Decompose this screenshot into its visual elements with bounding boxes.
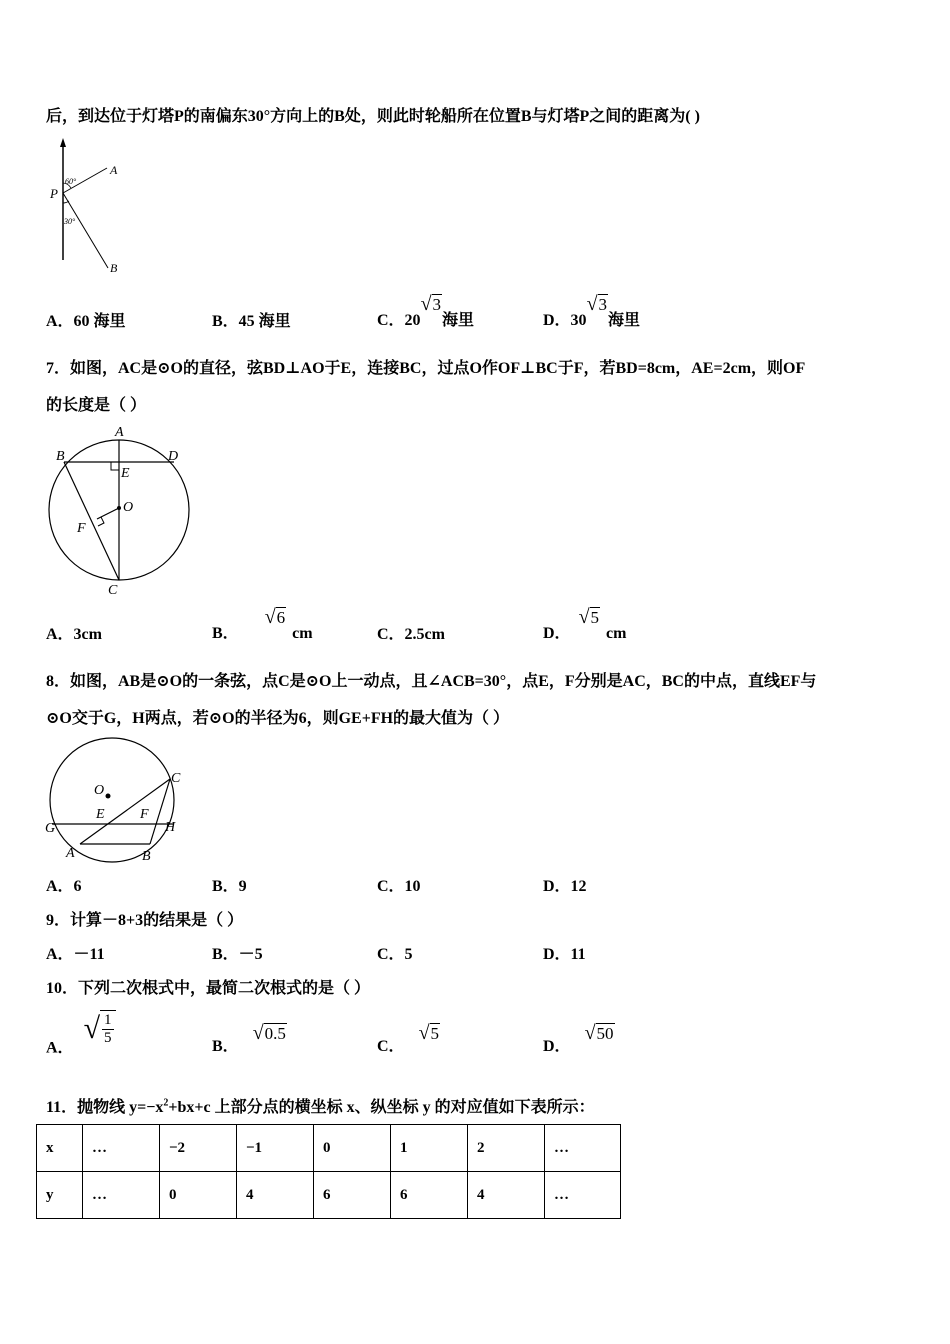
q10-option-a-sqrt: √ $\frac{1}{5}$ — [84, 1010, 116, 1048]
q6-option-c-prefix: C．20 — [377, 312, 421, 329]
table-row — [37, 1125, 621, 1172]
q8-option-a[interactable]: A．6 — [46, 878, 82, 895]
q7-option-b-unit: cm — [292, 625, 313, 642]
q10-option-a[interactable] — [46, 1010, 116, 1058]
q7-label-B: B — [56, 449, 65, 464]
q11-text-sup: 2 — [163, 1097, 169, 1109]
q7-option-d-radicand: 5 — [590, 608, 600, 627]
q8-text-line1: 8．如图，AB是⊙O的一条弦，点C是⊙O上一动点，且∠ACB=30°，点E，F分别是AC，BC的中点，直线EF与 — [46, 673, 817, 690]
q8-label-F: F — [140, 807, 149, 822]
q6-label-angle2: 30° — [64, 217, 76, 226]
q10-option-d[interactable] — [543, 1022, 615, 1056]
q10-option-d-sqrt: √50 — [584, 1022, 614, 1044]
q6-option-d-unit: 海里 — [608, 312, 641, 329]
q7-option-c[interactable]: C．2.5cm — [377, 626, 445, 643]
table-cell: … — [545, 1125, 621, 1172]
q6-label-P: P — [50, 186, 58, 201]
q7-option-d-unit: cm — [606, 625, 627, 642]
q7-text-line2: 的长度是（ ） — [46, 397, 147, 414]
q9-option-a[interactable]: A．－11 — [46, 946, 105, 963]
q7-label-O: O — [123, 500, 134, 515]
q7-option-d-sqrt: √5 — [578, 606, 600, 628]
q8-label-A: A — [66, 846, 75, 861]
table-cell: 2 — [468, 1125, 545, 1172]
table-cell: 1 — [391, 1125, 468, 1172]
q10-option-c[interactable] — [377, 1022, 440, 1056]
q11-text — [46, 1094, 595, 1117]
q7-option-d[interactable] — [543, 606, 626, 643]
q6-option-a[interactable]: A．60 海里 — [46, 313, 126, 330]
q8-option-c[interactable]: C．10 — [377, 878, 421, 895]
q6-figure — [44, 138, 134, 278]
q6-option-c-unit: 海里 — [442, 312, 475, 329]
q11-text-before: 11．抛物线 y=−x — [46, 1099, 164, 1116]
q7-figure — [44, 422, 194, 598]
q7-text-line1: 7．如图，AC是⊙O的直径，弦BD⊥AO于E，连接BC，过点O作OF⊥BC于F，若BD=8cm，AE=2cm，则OF — [46, 360, 806, 377]
table-row — [37, 1172, 621, 1219]
q6-label-A: A — [110, 163, 118, 177]
q6-label-B: B — [110, 261, 118, 275]
q8-label-B: B — [142, 849, 151, 864]
q10-option-c-prefix: C． — [377, 1038, 405, 1055]
table-cell: … — [83, 1125, 160, 1172]
q10-text: 10．下列二次根式中，最简二次根式的是（ ） — [46, 980, 371, 997]
q8-label-E: E — [96, 807, 105, 822]
q6-option-c[interactable] — [377, 293, 474, 330]
q6-option-c-sqrt: √3 — [420, 293, 442, 315]
q8-label-H: H — [165, 820, 176, 835]
q7-label-A: A — [115, 425, 124, 440]
q11-value-table — [36, 1124, 621, 1219]
q9-text: 9．计算－8+3的结果是（ ） — [46, 912, 244, 929]
q10-option-c-sqrt: √5 — [418, 1022, 440, 1044]
q9-option-c[interactable]: C．5 — [377, 946, 413, 963]
q7-option-b-prefix: B． — [212, 625, 239, 642]
q10-option-b-sqrt: √0.5 — [252, 1022, 286, 1044]
q7-label-E: E — [121, 466, 130, 481]
q8-label-G: G — [45, 821, 56, 836]
table-cell: x — [37, 1125, 83, 1172]
table-cell: −2 — [160, 1125, 237, 1172]
q7-label-D: D — [168, 449, 179, 464]
table-cell: … — [83, 1172, 160, 1219]
table-cell: 0 — [314, 1125, 391, 1172]
q10-option-d-prefix: D． — [543, 1038, 571, 1055]
q6-option-c-radicand: 3 — [432, 295, 442, 314]
q11-text-after: +bx+c 上部分点的横坐标 x、纵坐标 y 的对应值如下表所示： — [168, 1099, 595, 1116]
table-cell: 0 — [160, 1172, 237, 1219]
q7-option-b-radicand: 6 — [276, 608, 286, 627]
q10-option-b[interactable] — [212, 1022, 287, 1056]
q7-label-F: F — [77, 521, 86, 536]
q10-option-a-prefix: A． — [46, 1039, 74, 1057]
q6-option-d-radicand: 3 — [598, 295, 608, 314]
q6-label-angle1: 60° — [65, 177, 77, 186]
q6-option-d-prefix: D．30 — [543, 312, 587, 329]
q6-option-d[interactable] — [543, 293, 640, 330]
q7-option-b[interactable] — [212, 606, 313, 643]
q10-option-a-denominator: 5 — [104, 1030, 112, 1046]
q7-option-b-sqrt: √6 — [264, 606, 286, 628]
q6-option-d-sqrt: √3 — [586, 293, 608, 315]
table-cell: 6 — [391, 1172, 468, 1219]
q10-option-d-radicand: 50 — [596, 1024, 614, 1043]
table-cell: 4 — [468, 1172, 545, 1219]
q7-option-d-prefix: D． — [543, 625, 571, 642]
q9-option-b[interactable]: B．－5 — [212, 946, 263, 963]
q10-option-b-radicand: 0.5 — [264, 1024, 286, 1043]
q10-option-a-numerator: 1 — [104, 1012, 112, 1028]
q7-label-C: C — [108, 583, 118, 598]
q9-option-d[interactable]: D．11 — [543, 946, 586, 963]
q6-option-b[interactable]: B．45 海里 — [212, 313, 291, 330]
q8-text-line2: ⊙O交于G，H两点，若⊙O的半径为6，则GE+FH的最大值为（ ） — [46, 710, 510, 727]
q8-option-d[interactable]: D．12 — [543, 878, 587, 895]
table-cell: … — [545, 1172, 621, 1219]
q6-text: 后，到达位于灯塔P的南偏东30°方向上的B处，则此时轮船所在位置B与灯塔P之间的距离为( ) — [46, 108, 700, 125]
table-cell: −1 — [237, 1125, 314, 1172]
q10-option-a-fraction — [100, 1010, 116, 1048]
q8-option-b[interactable]: B．9 — [212, 878, 247, 895]
q8-figure — [44, 734, 184, 864]
q10-option-c-radicand: 5 — [430, 1024, 440, 1043]
table-cell: 4 — [237, 1172, 314, 1219]
table-cell: y — [37, 1172, 83, 1219]
q8-label-O: O — [94, 783, 105, 798]
q10-option-b-prefix: B． — [212, 1038, 239, 1055]
table-cell: 6 — [314, 1172, 391, 1219]
q7-option-a[interactable]: A．3cm — [46, 626, 102, 643]
q8-label-C: C — [171, 771, 181, 786]
